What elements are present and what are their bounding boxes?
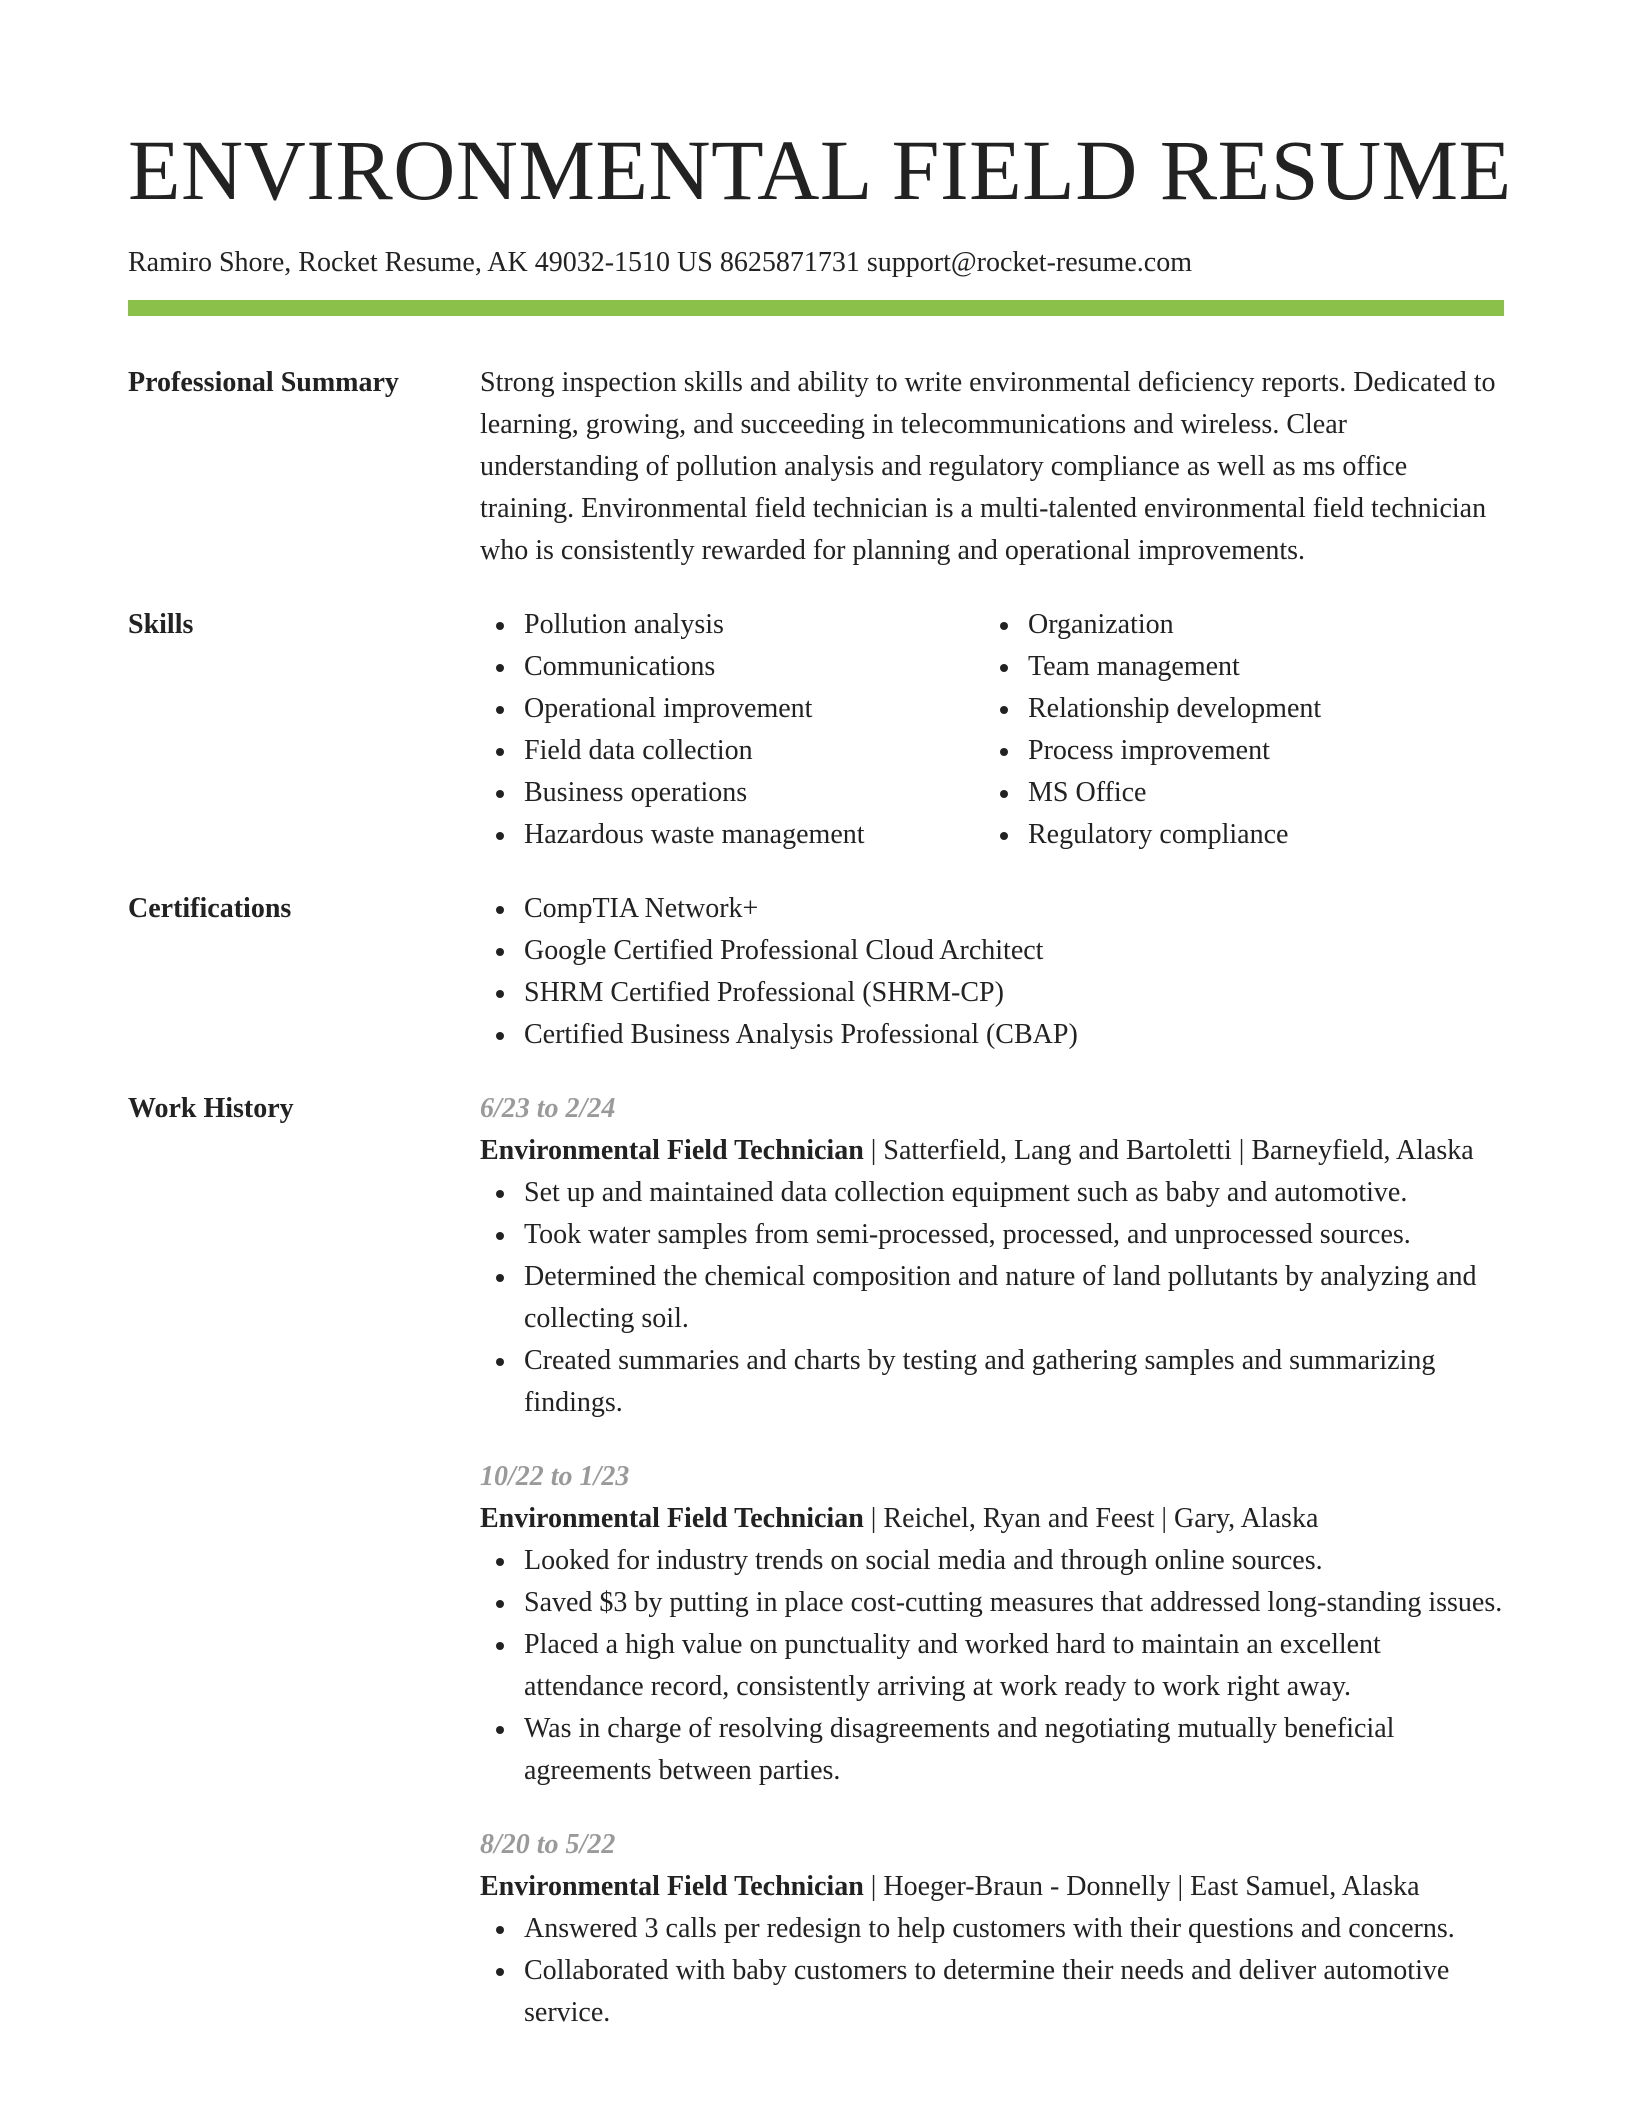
skills-column-right [984,604,1488,856]
skills-section [128,604,1504,856]
skill-item: Organization [1028,604,1488,646]
certification-item: CompTIA Network+ [524,888,1504,930]
job-bullet: Set up and maintained data collection equipment such as baby and automotive. [524,1172,1504,1214]
certifications-heading: Certifications [128,893,292,924]
job-dates: 8/20 to 5/22 [480,1829,616,1860]
job-bullet: Answered 3 calls per redesign to help customers with their questions and concerns. [524,1908,1504,1950]
job-bullet: Determined the chemical composition and nature of land pollutants by analyzing and collecting soil. [524,1256,1504,1340]
skills-heading: Skills [128,609,194,640]
skill-item: Team management [1028,646,1488,688]
work-history-section [128,1088,1504,2034]
job-bullet: Created summaries and charts by testing and gathering samples and summarizing findings. [524,1340,1504,1424]
job-bullet: Was in charge of resolving disagreements and negotiating mutually beneficial agreements between parties. [524,1708,1504,1792]
job-title: Environmental Field Technician [480,1871,864,1902]
skill-item: Process improvement [1028,730,1488,772]
summary-text: Strong inspection skills and ability to write environmental deficiency reports. Dedicated to learning, growing, and succeeding in telecommunications and wireless. Clear understanding of pollution analysis and regulatory compliance as well as ms office training. Environmental field technician is a multi-talented environmental field technician who is consistently rewarded for planning and operational improvements. [480,367,1496,566]
skill-item: MS Office [1028,772,1488,814]
job-employer-location: | Hoeger-Braun - Donnelly | East Samuel, Alaska [863,1871,1420,1902]
skill-item: Relationship development [1028,688,1488,730]
work-history-heading: Work History [128,1093,294,1124]
certifications-section [128,888,1504,1056]
job-bullet: Collaborated with baby customers to determine their needs and deliver automotive service. [524,1950,1504,2034]
job-entry [480,1456,1504,1792]
certification-item: Google Certified Professional Cloud Architect [524,930,1504,972]
job-dates: 6/23 to 2/24 [480,1093,616,1124]
skill-item: Operational improvement [524,688,984,730]
certification-item: Certified Business Analysis Professional (CBAP) [524,1014,1504,1056]
skill-item: Field data collection [524,730,984,772]
job-employer-location: | Reichel, Ryan and Feest | Gary, Alaska [863,1503,1319,1534]
job-title: Environmental Field Technician [480,1135,864,1166]
skills-grid [480,604,1504,856]
job-heading [480,1498,1504,1540]
skill-item: Hazardous waste management [524,814,984,856]
job-bullet: Looked for industry trends on social media and through online sources. [524,1540,1504,1582]
summary-heading: Professional Summary [128,367,399,398]
contact-line: Ramiro Shore, Rocket Resume, AK 49032-1510 US 8625871731 support@rocket-resume.com [128,247,1192,278]
job-bullet: Placed a high value on punctuality and worked hard to maintain an excellent attendance record, consistently arriving at work ready to work right away. [524,1624,1504,1708]
skill-item: Communications [524,646,984,688]
job-entry [480,1824,1504,2034]
accent-divider [128,300,1504,316]
resume-title: ENVIRONMENTAL FIELD RESUME [128,122,1512,218]
certification-item: SHRM Certified Professional (SHRM-CP) [524,972,1504,1014]
job-bullet: Took water samples from semi-processed, processed, and unprocessed sources. [524,1214,1504,1256]
skills-column-left [480,604,984,856]
resume-page [128,0,1512,2034]
skill-item: Pollution analysis [524,604,984,646]
job-bullet: Saved $3 by putting in place cost-cutting measures that addressed long-standing issues. [524,1582,1504,1624]
job-heading [480,1130,1504,1172]
skill-item: Regulatory compliance [1028,814,1488,856]
job-title: Environmental Field Technician [480,1503,864,1534]
skill-item: Business operations [524,772,984,814]
summary-section [128,362,1504,572]
job-heading [480,1866,1504,1908]
job-dates: 10/22 to 1/23 [480,1461,630,1492]
job-employer-location: | Satterfield, Lang and Bartoletti | Barneyfield, Alaska [863,1135,1474,1166]
job-entry [480,1088,1504,1424]
